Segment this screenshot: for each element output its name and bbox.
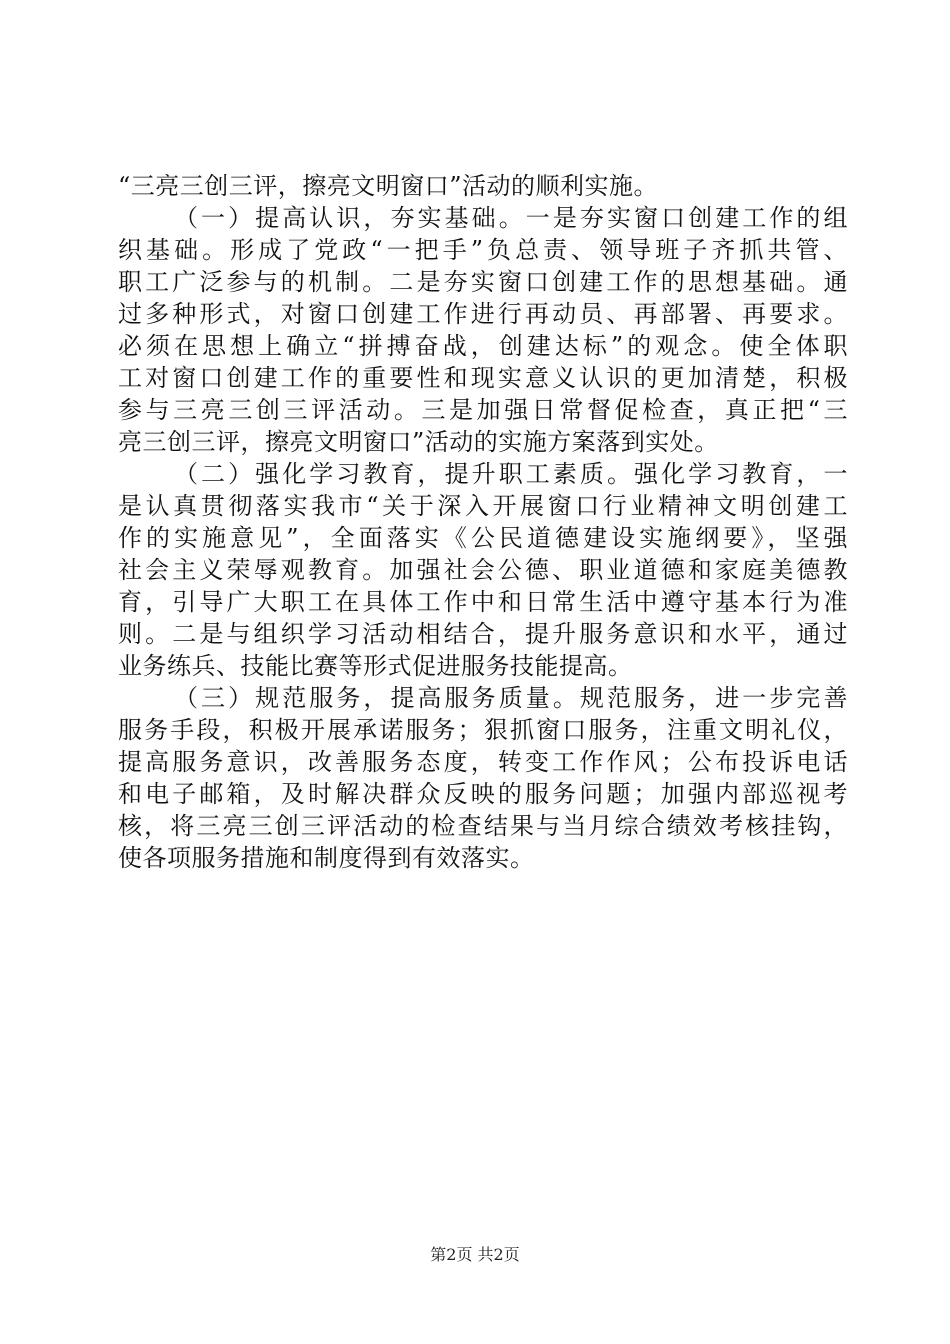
text-line: 工对窗口创建工作的重要性和现实意义认识的更加清楚，积极 <box>118 364 848 392</box>
text-line: 则。二是与组织学习活动相结合，提升服务意识和水平，通过 <box>118 620 848 648</box>
text-line: 服务手段，积极开展承诺服务；狠抓窗口服务，注重文明礼仪， <box>118 716 848 744</box>
text-line: 亮三创三评，擦亮文明窗口”活动的实施方案落到实处。 <box>118 428 719 456</box>
text-line: 业务练兵、技能比赛等形式促进服务技能提高。 <box>118 652 633 680</box>
text-line: 核，将三亮三创三评活动的检查结果与当月综合绩效考核挂钩， <box>118 812 848 840</box>
text-line: 育，引导广大职工在具体工作中和日常生活中遵守基本行为准 <box>118 588 848 616</box>
page-number-footer: 第2页 共2页 <box>430 1245 520 1264</box>
text-line: 职工广泛参与的机制。二是夯实窗口创建工作的思想基础。通 <box>118 268 848 296</box>
paragraph-1-heading-line: （一）提高认识，夯实基础。一是夯实窗口创建工作的组 <box>174 204 848 232</box>
text-line: 是认真贯彻落实我市“关于深入开展窗口行业精神文明创建工 <box>118 492 848 520</box>
paragraph-3-heading-line: （三）规范服务，提高服务质量。规范服务，进一步完善 <box>174 684 848 712</box>
text-line: “三亮三创三评，擦亮文明窗口”活动的顺利实施。 <box>118 172 659 200</box>
text-line: 必须在思想上确立“拼搏奋战，创建达标”的观念。使全体职 <box>118 332 848 360</box>
document-body <box>118 170 848 874</box>
text-line: 作的实施意见”，全面落实《公民道德建设实施纲要》，坚强 <box>118 524 848 552</box>
text-line: 过多种形式，对窗口创建工作进行再动员、再部署、再要求。 <box>118 300 848 328</box>
text-line: 织基础。形成了党政“一把手”负总责、领导班子齐抓共管、 <box>118 236 848 264</box>
text-line: 社会主义荣辱观教育。加强社会公德、职业道德和家庭美德教 <box>118 556 848 584</box>
text-line: 使各项服务措施和制度得到有效落实。 <box>118 844 535 872</box>
text-line: 和电子邮箱，及时解决群众反映的服务问题；加强内部巡视考 <box>118 780 848 808</box>
text-line: 提高服务意识，改善服务态度，转变工作作风；公布投诉电话 <box>118 748 848 776</box>
paragraph-2-heading-line: （二）强化学习教育，提升职工素质。强化学习教育，一 <box>174 460 848 488</box>
text-line: 参与三亮三创三评活动。三是加强日常督促检查，真正把“三 <box>118 396 848 424</box>
